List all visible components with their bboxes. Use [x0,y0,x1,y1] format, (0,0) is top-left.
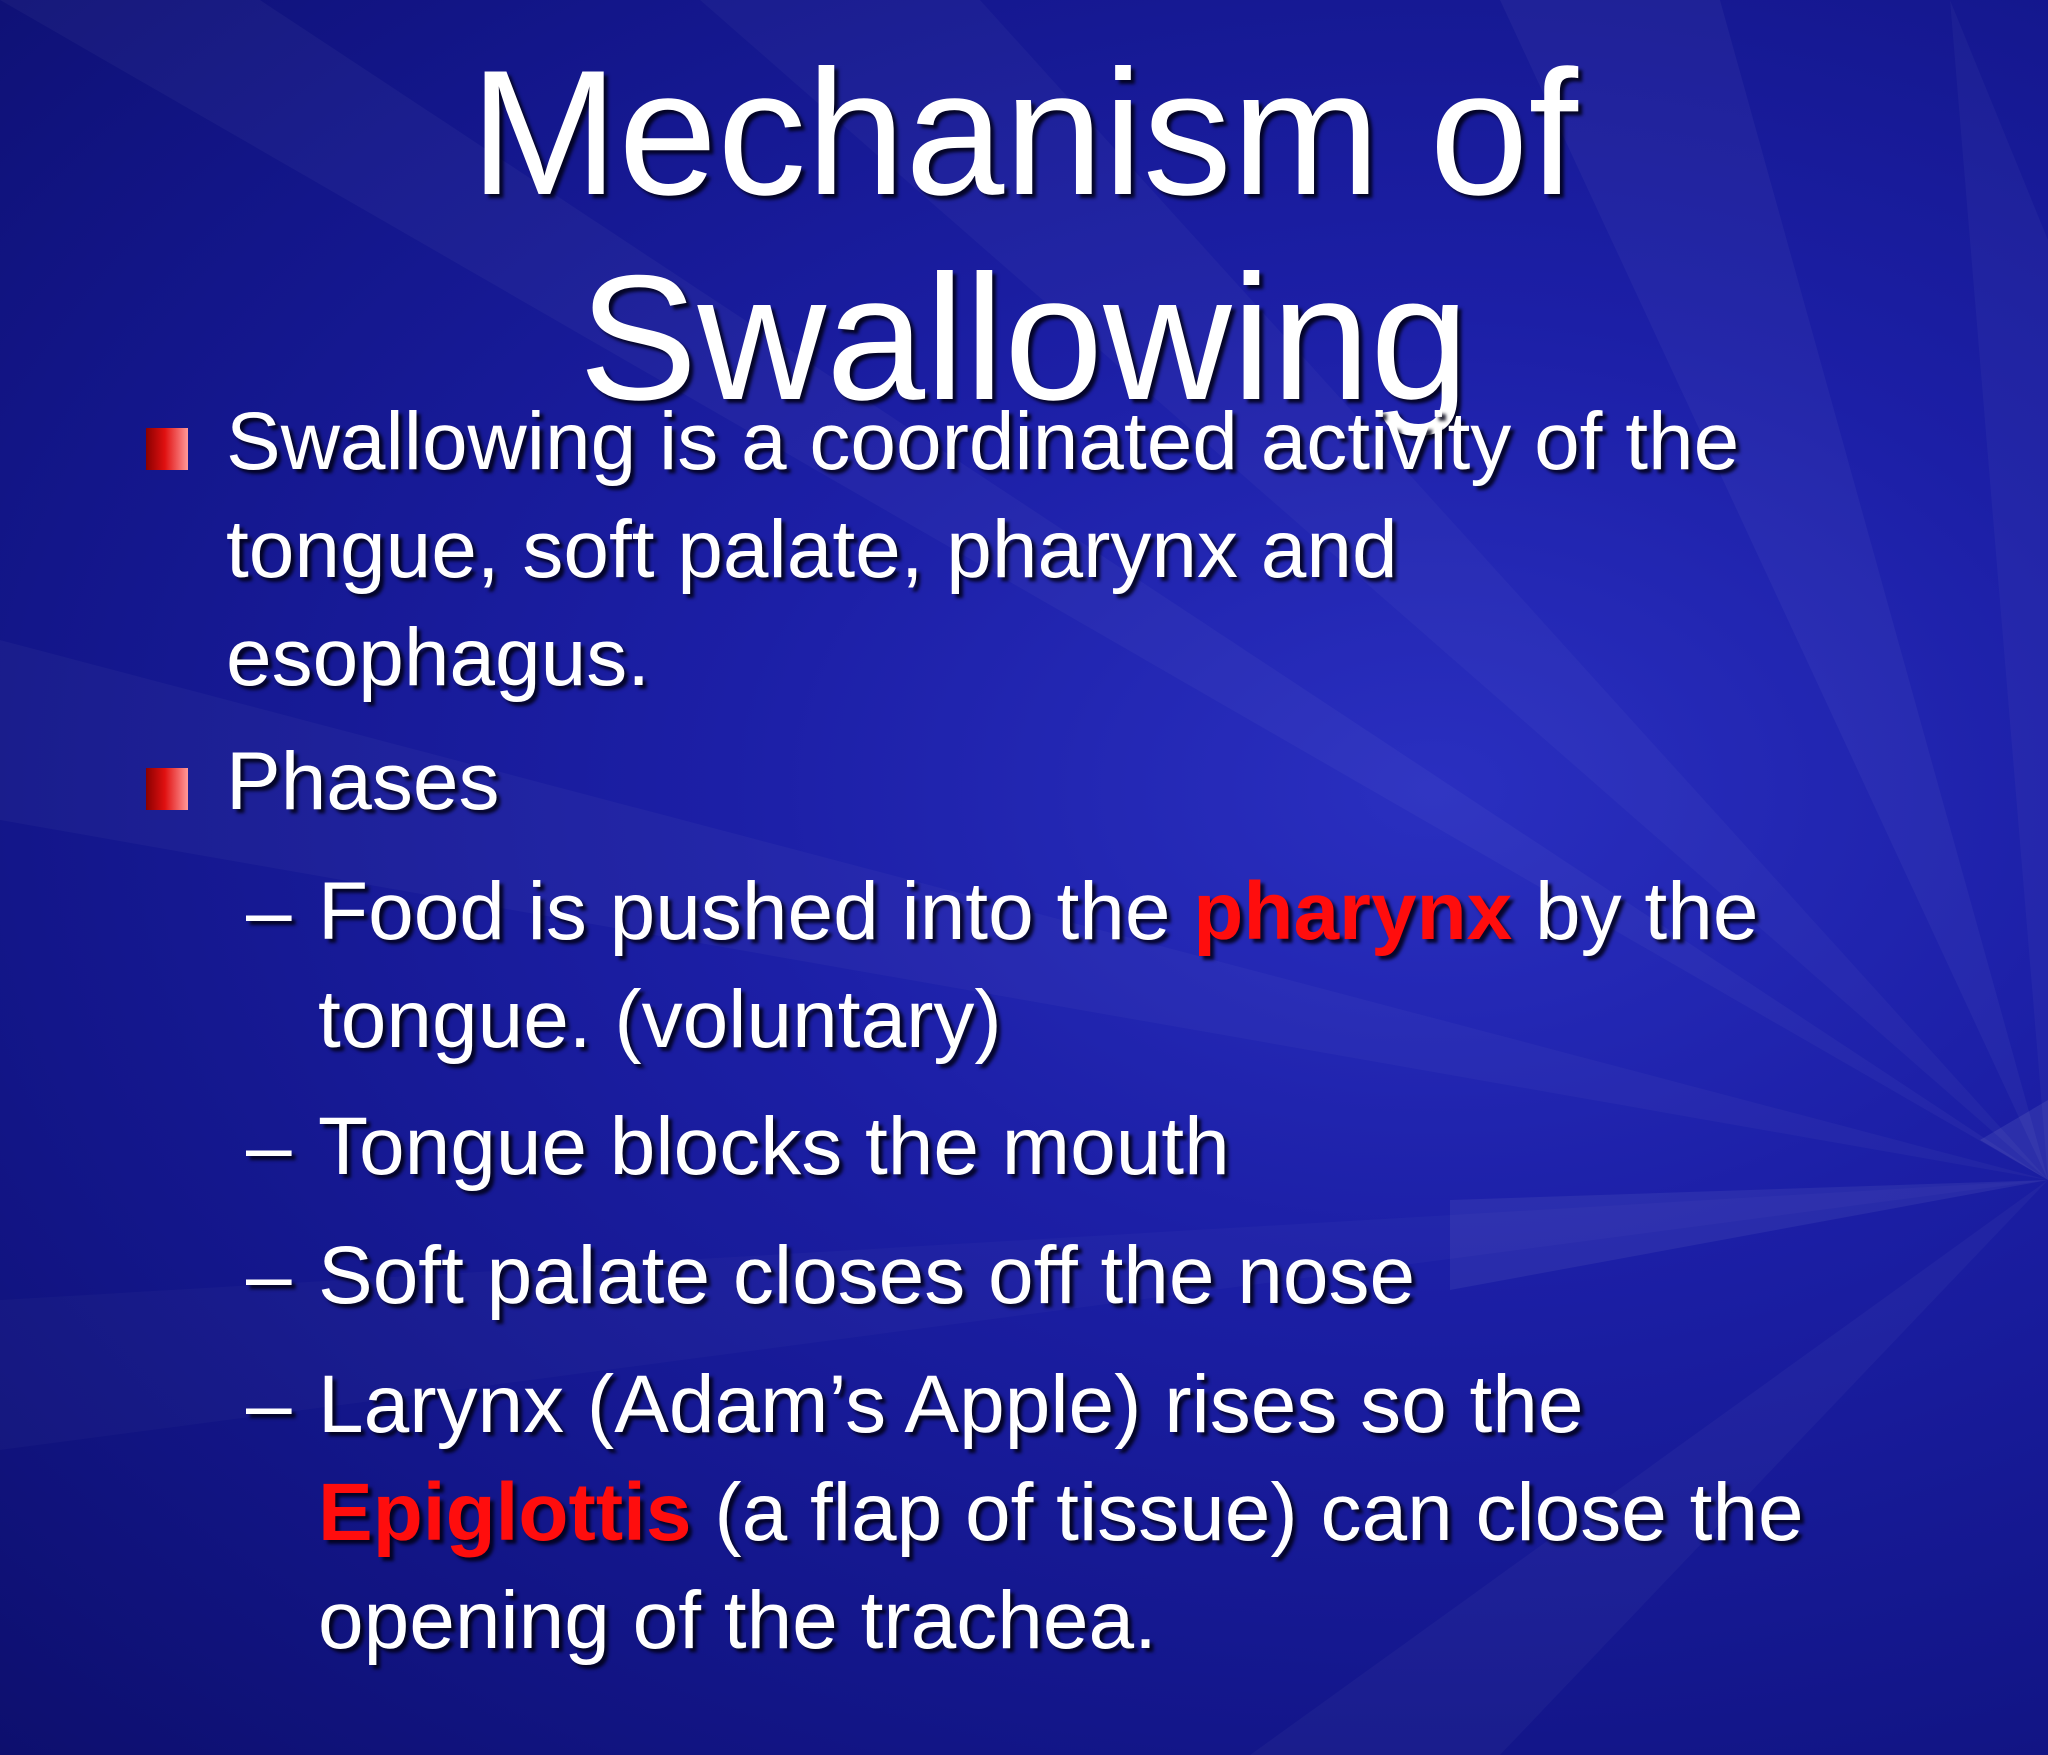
sub-bullet-text [318,1093,1230,1201]
bullet-text [226,728,500,836]
sub-bullet-line: Epiglottis (a flap of tissue) can close the [318,1467,1804,1558]
title-line-2: Swallowing [578,238,1470,437]
highlight-term: pharynx [1193,866,1513,957]
dash-icon: – [246,1101,292,1192]
dash-icon: – [246,1230,292,1321]
sub-bullet-line: tongue. (voluntary) [318,974,1002,1065]
bullet-square-icon [146,768,188,810]
sub-bullet-text [318,1222,1415,1330]
sub-bullet-line: Soft palate closes off the nose [318,1230,1416,1321]
sub-bullet-text [318,1351,1804,1675]
dash-icon: – [246,866,292,957]
sub-bullet-text [318,858,1758,1074]
sub-bullet-line: opening of the trachea. [318,1575,1157,1666]
bullet-line: Swallowing is a coordinated activity of the [226,396,1740,487]
sub-bullet-line: Tongue blocks the mouth [318,1101,1230,1192]
title-line-1: Mechanism of [470,33,1578,232]
sub-bullet-line: Food is pushed into the pharynx by the [318,866,1759,957]
bullet-line: esophagus. [226,612,651,703]
slide-title [0,30,2048,440]
highlight-term: Epiglottis [318,1467,692,1558]
bullet-text [226,388,1739,712]
dash-icon: – [246,1359,292,1450]
bullet-line: Phases [226,736,500,827]
bullet-square-icon [146,428,188,470]
bullet-line: tongue, soft palate, pharynx and [226,504,1398,595]
sub-bullet-line: Larynx (Adam’s Apple) rises so the [318,1359,1584,1450]
